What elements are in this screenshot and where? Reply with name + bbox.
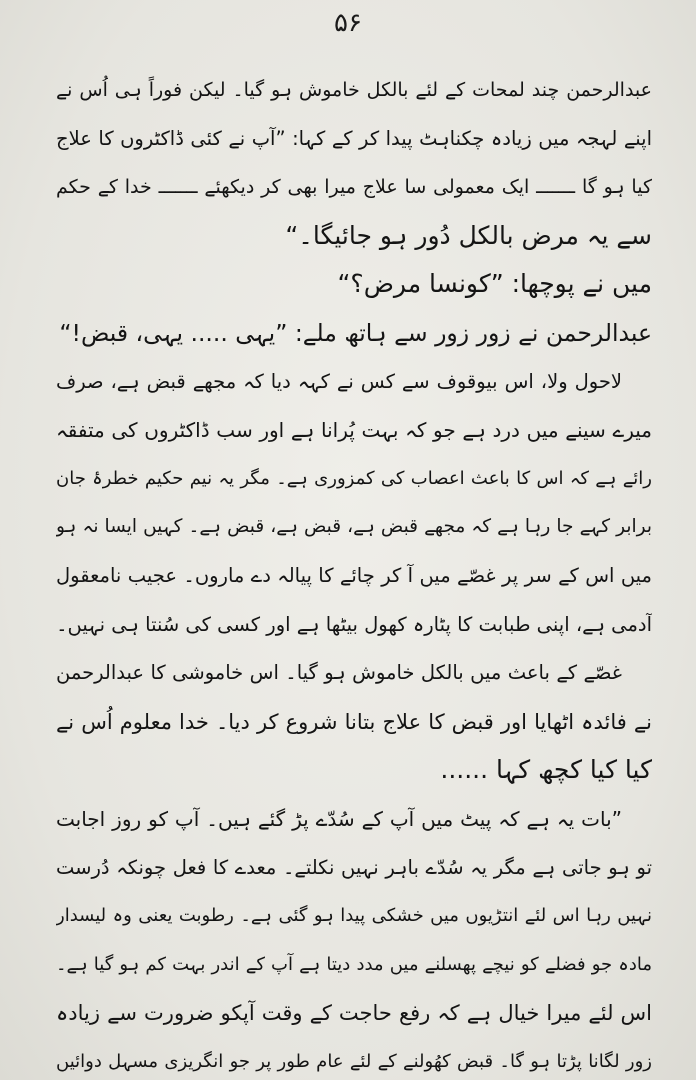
text-line: نے فائدہ اٹھایا اور قبض کا علاج بتانا شروع کر دیا۔ خدا معلوم اُس نے xyxy=(56,709,652,734)
text-line: برابر کہے جا رہا ہے کہ مجھے قبض ہے، قبض ہے، قبض ہے۔ کہیں ایسا نہ ہو xyxy=(56,516,652,538)
text-line: نہیں رہا اس لئے انتڑیوں میں خشکی پیدا ہو گئی ہے۔ رطوبت یعنی وہ لیسدار xyxy=(56,905,652,927)
text-line: تو ہو جاتی ہے مگر یہ سُدّے باہر نہیں نکلتے۔ معدے کا فعل چونکہ دُرست xyxy=(56,855,652,879)
page-number: ۵۶ xyxy=(334,8,362,38)
text-line: زور لگانا پڑتا ہو گا۔ قبض کھُولنے کے لئے عام طور پر جو انگریزی مسہل دوائیں xyxy=(56,1050,652,1072)
text-line: غصّے کے باعث میں بالکل خاموش ہو گیا۔ اس خاموشی کا عبدالرحمن xyxy=(56,661,622,685)
paragraph xyxy=(56,795,652,1080)
text-line: میرے سینے میں درد ہے جو کہ بہت پُرانا ہے اور سب ڈاکٹروں کی متفقہ xyxy=(56,418,652,443)
text-line: مادہ جو فضلے کو نیچے پھسلنے میں مدد دیتا ہے آپ کے اندر بہت کم ہو گیا ہے۔ xyxy=(56,953,652,975)
text-line: اپنے لہجہ میں زیادہ چکناہٹ پیدا کر کے کہا: ”آپ نے کئی ڈاکٹروں کا علاج xyxy=(56,126,652,150)
text-line: لاحول ولا، اس بیوقوف سے کس نے کہہ دیا کہ مجھے قبض ہے، صرف xyxy=(56,369,622,393)
text-line: میں نے پوچھا: ”کونسا مرض؟“ xyxy=(337,269,652,299)
paragraph xyxy=(56,66,652,260)
text-line: کیا ہو گا ـــــــ ایک معمولی سا علاج میرا بھی کر دیکھئے ـــــــ خدا کے حکم xyxy=(56,176,652,199)
text-line: عبدالرحمن نے زور زور سے ہاتھ ملے: ”یہی ..... یہی، قبض!“ xyxy=(59,318,652,347)
text-line: کیا کیا کچھ کہا ...... xyxy=(440,755,652,785)
text-line: ”بات یہ ہے کہ پیٹ میں آپ کے سُدّے پڑ گئے ہیں۔ آپ کو روز اجابت xyxy=(56,806,622,831)
text-line: آدمی ہے، اپنی طبابت کا پٹارہ کھول بیٹھا ہے اور کسی کی سُنتا ہی نہیں۔ xyxy=(56,612,652,636)
paragraph xyxy=(56,260,652,309)
text-line: میں اس کے سر پر غصّے میں آ کر چائے کا پیالہ دے ماروں۔ عجیب نامعقول xyxy=(56,563,652,587)
text-line: عبدالرحمن چند لمحات کے لئے بالکل خاموش ہو گیا۔ لیکن فوراً ہی اُس نے xyxy=(56,79,652,101)
paragraph xyxy=(56,649,652,795)
paragraph xyxy=(56,309,652,358)
text-line: سے یہ مرض بالکل دُور ہو جائیگا۔“ xyxy=(285,220,652,250)
paragraph xyxy=(56,358,652,650)
text-line: اس لئے میرا خیال ہے کہ رفع حاجت کے وقت آپکو ضرورت سے زیادہ xyxy=(56,1001,652,1026)
page-text xyxy=(56,66,652,1080)
text-line: رائے ہے کہ اس کا باعث اعصاب کی کمزوری ہے۔ مگر یہ نیم حکیم خطرۂ جان xyxy=(56,467,652,489)
